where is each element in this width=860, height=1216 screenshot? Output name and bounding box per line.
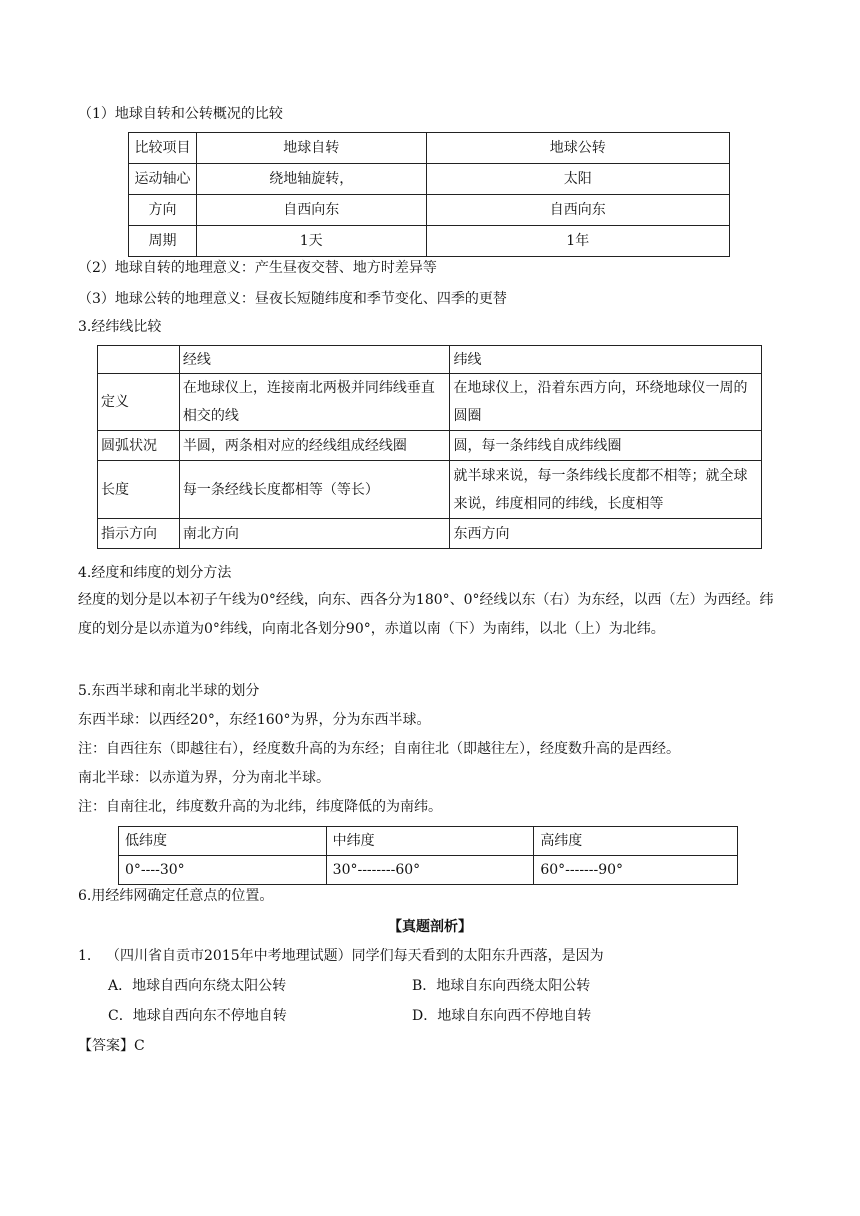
- heading-4: 4.经度和纬度的划分方法: [78, 565, 232, 581]
- table-cell: 自西向东: [196, 195, 426, 226]
- table-cell: 地球自转: [196, 133, 426, 164]
- answer: 【答案】C: [78, 1038, 145, 1054]
- table-cell: 纬线: [450, 346, 762, 374]
- table-row: [129, 226, 730, 257]
- table-cell: 指示方向: [98, 519, 180, 549]
- table-cell: 30°--------60°: [326, 856, 534, 885]
- table-cell: 地球公转: [426, 133, 729, 164]
- section-2-text: （2）地球自转的地理意义：产生昼夜交替、地方时差异等: [78, 260, 437, 276]
- table-cell: 高纬度: [534, 827, 738, 856]
- table-cell: 方向: [129, 195, 197, 226]
- table-cell: [98, 346, 180, 374]
- option-d: D．地球自东向西不停地自转: [412, 1008, 592, 1024]
- table-row: [129, 164, 730, 195]
- table-row: [98, 346, 762, 374]
- question-text: （四川省自贡市2015年中考地理试题）同学们每天看到的太阳东升西落，是因为: [106, 948, 604, 964]
- table-cell: 60°-------90°: [534, 856, 738, 885]
- table-cell: 南北方向: [179, 519, 450, 549]
- table-cell: 自西向东: [426, 195, 729, 226]
- table-cell: 长度: [98, 461, 180, 519]
- table-row: [98, 374, 762, 431]
- table-cell: 1天: [196, 226, 426, 257]
- table-row: [129, 133, 730, 164]
- table-cell: 运动轴心: [129, 164, 197, 195]
- table-row: [98, 431, 762, 461]
- section-3-text: （3）地球公转的地理意义：昼夜长短随纬度和季节变化、四季的更替: [78, 291, 507, 307]
- table-row: [119, 827, 738, 856]
- section-1-heading: （1）地球自转和公转概况的比较: [78, 106, 283, 122]
- paragraph-4: 经度的划分是以本初子午线为0°经线，向东、西各分为180°、0°经线以东（右）为东经，以西（左）为西经。纬度的划分是以赤道为0°纬线，向南北各划分90°，赤道以南（下）为南纬，以北（上）为北纬。: [78, 592, 774, 637]
- table-cell: 0°----30°: [119, 856, 327, 885]
- meridian-parallel-table: [97, 345, 762, 549]
- table-cell: 圆弧状况: [98, 431, 180, 461]
- table-cell: 就半球来说，每一条纬线长度都不相等；就全球来说，纬度相同的纬线，长度相等: [450, 461, 762, 519]
- table-cell: 低纬度: [119, 827, 327, 856]
- table-cell: 经线: [179, 346, 450, 374]
- table-cell: 半圆，两条相对应的经线组成经线圈: [179, 431, 450, 461]
- option-c: C．地球自西向东不停地自转: [108, 1008, 287, 1024]
- option-a: A．地球自西向东绕太阳公转: [108, 978, 287, 994]
- table-row: [98, 519, 762, 549]
- table-cell: 定义: [98, 374, 180, 431]
- section-title: 【真题剖析】: [388, 919, 472, 935]
- table-cell: 1年: [426, 226, 729, 257]
- heading-5: 5.东西半球和南北半球的划分: [78, 683, 260, 699]
- paragraph-5b: 注：自西往东（即越往右），经度数升高的为东经；自南往北（即越往左），经度数升高的是西经。: [78, 741, 680, 757]
- table-cell: 太阳: [426, 164, 729, 195]
- table-row: [129, 195, 730, 226]
- paragraph-5d: 注：自南往北，纬度数升高的为北纬，纬度降低的为南纬。: [78, 799, 442, 815]
- table-cell: 圆，每一条纬线自成纬线圈: [450, 431, 762, 461]
- table-cell: 每一条经线长度都相等（等长）: [179, 461, 450, 519]
- heading-3: 3.经纬线比较: [78, 319, 162, 335]
- paragraph-5a: 东西半球：以西经20°，东经160°为界，分为东西半球。: [78, 712, 431, 728]
- rotation-revolution-table: [128, 132, 730, 257]
- table-cell: 绕地轴旋转，: [196, 164, 426, 195]
- option-b: B．地球自东向西绕太阳公转: [412, 978, 591, 994]
- table-cell: 周期: [129, 226, 197, 257]
- heading-6: 6.用经纬网确定任意点的位置。: [78, 888, 274, 904]
- table-row: [119, 856, 738, 885]
- question-number: 1.: [78, 948, 92, 964]
- paragraph-5c: 南北半球：以赤道为界，分为南北半球。: [78, 770, 330, 786]
- table-row: [98, 461, 762, 519]
- table-cell: 在地球仪上，连接南北两极并同纬线垂直相交的线: [179, 374, 450, 431]
- latitude-zone-table: [118, 826, 738, 885]
- table-cell: 中纬度: [326, 827, 534, 856]
- table-cell: 在地球仪上，沿着东西方向，环绕地球仪一周的圆圈: [450, 374, 762, 431]
- table-cell: 比较项目: [129, 133, 197, 164]
- table-cell: 东西方向: [450, 519, 762, 549]
